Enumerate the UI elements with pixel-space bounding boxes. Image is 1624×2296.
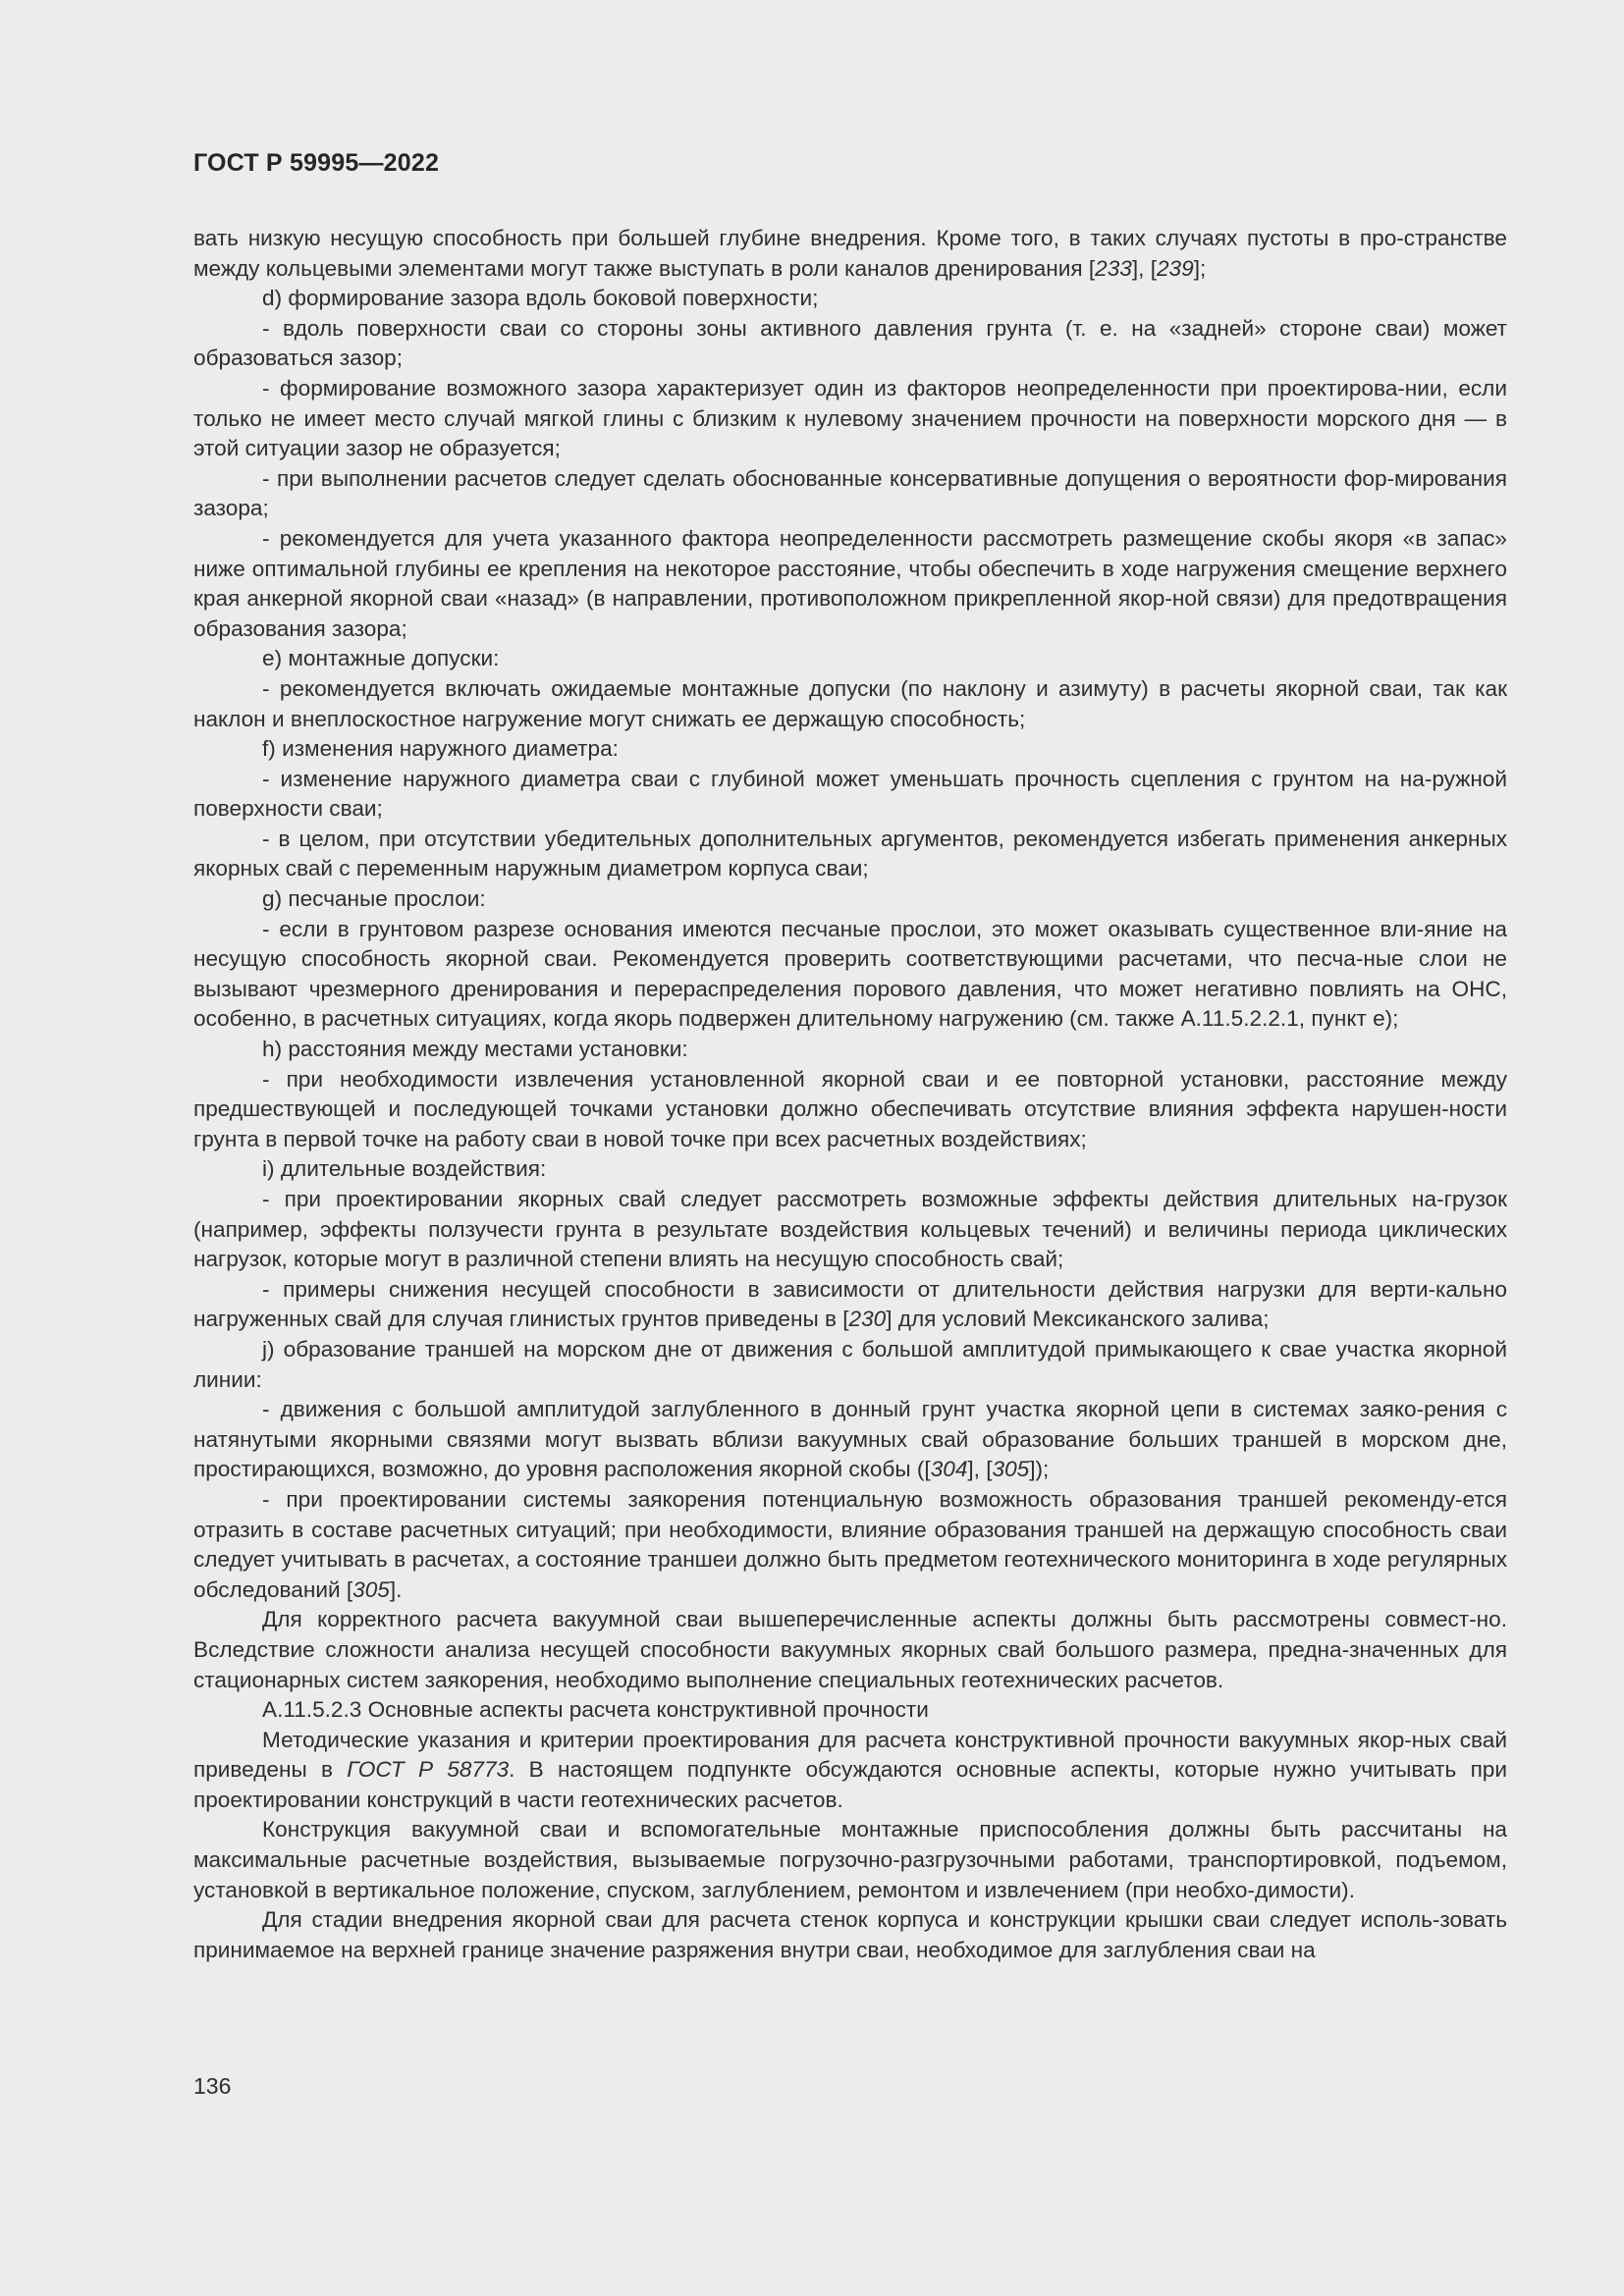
paragraph	[193, 1605, 1507, 1695]
body-text	[193, 224, 1507, 1965]
paragraph-text: e) монтажные допуски:	[262, 646, 500, 671]
paragraph-text: - если в грунтовом разрезе основания имеются песчаные прослои, это может оказывать существенное вли-яние на несущую способность якорной сваи. Рекомендуется проверить соответствующими расчетами, что песча-ные слои не вызывают чрезмерного дренирования и перераспределения порового давления, что может негативно повлиять на ОНС, особенно, в расчетных ситуациях, когда якорь подвержен длительному нагружению (см. также А.11.5.2.2.1, пункт e);	[193, 916, 1507, 1032]
paragraph-text: - при необходимости извлечения установленной якорной сваи и ее повторной установки, расстояние между предшествующей и последующей точками установки должно обеспечивать отсутствие влияния эффекта нарушен-ности грунта в первой точке на работу сваи в новой точке при всех расчетных воздействиях;	[193, 1066, 1507, 1151]
paragraph-text: ] для условий Мексиканского залива;	[886, 1307, 1270, 1332]
paragraph	[193, 674, 1507, 734]
paragraph	[193, 524, 1507, 644]
paragraph	[193, 1695, 1507, 1726]
paragraph-text: Для стадии внедрения якорной сваи для расчета стенок корпуса и конструкции крышки сваи следует исполь-зовать принимаемое на верхней границе значение разряжения внутри сваи, необходимое для заглубления сваи на	[193, 1907, 1507, 1962]
paragraph-text: - рекомендуется включать ожидаемые монтажные допуски (по наклону и азимуту) в расчеты якорной сваи, так как наклон и внеплоскостное нагружение могут снижать ее держащую способность;	[193, 675, 1507, 731]
paragraph	[193, 1154, 1507, 1185]
paragraph-text: Конструкция вакуумной сваи и вспомогательные монтажные приспособления должны быть рассчитаны на максимальные расчетные воздействия, вызываемые погрузочно-разгрузочными работами, транспортировкой, подъемом, установкой в вертикальное положение, спуском, заглублением, ремонтом и извлечением (при необхо-димости).	[193, 1817, 1507, 1902]
paragraph-text: i) длительные воздействия:	[262, 1156, 547, 1182]
paragraph-text: ];	[1193, 255, 1207, 281]
paragraph	[193, 1335, 1507, 1395]
paragraph-text: ].	[389, 1576, 403, 1602]
reference-text: 305	[352, 1576, 390, 1602]
paragraph	[193, 825, 1507, 884]
paragraph-text: - движения с большой амплитудой заглубленного в донный грунт участка якорной цепи в системах заяко-рения с натянутыми якорными связями могут вызвать вблизи вакуумных свай образование больших траншей в морском дне, простирающихся, возможно, до уровня расположения якорной скобы ([	[193, 1397, 1507, 1482]
reference-text: 305	[992, 1457, 1030, 1482]
paragraph	[193, 1726, 1507, 1816]
paragraph-text: d) формирование зазора вдоль боковой поверхности;	[262, 286, 819, 311]
paragraph	[193, 765, 1507, 825]
paragraph-text: - формирование возможного зазора характеризует один из факторов неопределенности при проектирова-нии, если только не имеет место случай мягкой глины с близким к нулевому значением прочности на поверхности морского дня — в этой ситуации зазор не образуется;	[193, 375, 1507, 461]
paragraph-text: ]);	[1029, 1457, 1050, 1482]
reference-text: ГОСТ Р 58773	[347, 1757, 510, 1783]
paragraph-text: - при выполнении расчетов следует сделать обоснованные консервативные допущения о вероятности фор-мирования зазора;	[193, 465, 1507, 521]
paragraph	[193, 644, 1507, 674]
paragraph	[193, 915, 1507, 1035]
paragraph	[193, 1905, 1507, 1965]
paragraph-text: - в целом, при отсутствии убедительных дополнительных аргументов, рекомендуется избегать применения анкерных якорных свай с переменным наружным диаметром корпуса сваи;	[193, 826, 1507, 881]
paragraph-text: . В настоящем подпункте обсуждаются основные аспекты, которые нужно учитывать при проектировании конструкций в части геотехнических расчетов.	[193, 1757, 1507, 1812]
reference-text: 230	[848, 1307, 887, 1332]
document-code-header: ГОСТ Р 59995—2022	[193, 149, 440, 177]
paragraph	[193, 1395, 1507, 1485]
paragraph-text: - рекомендуется для учета указанного фактора неопределенности рассмотреть размещение скобы якоря «в запас» ниже оптимальной глубины ее крепления на некоторое расстояние, чтобы обеспечить в ходе нагружения смещение верхнего края анкерной якорной сваи «назад» (в направлении, противоположном прикрепленной якор-ной связи) для предотвращения образования зазора;	[193, 525, 1507, 641]
paragraph-text: ], [	[1131, 255, 1157, 281]
paragraph	[193, 1275, 1507, 1335]
paragraph-text: ], [	[967, 1457, 993, 1482]
paragraph-text: - при проектировании системы заякорения потенциальную возможность образования траншей рекоменду-ется отразить в составе расчетных ситуаций; при необходимости, влияние образования траншей на держащую способность сваи следует учитывать в расчетах, а состояние траншеи должно быть предметом геотехнического мониторинга в ходе регулярных обследований [	[193, 1486, 1507, 1602]
reference-text: 304	[930, 1457, 968, 1482]
paragraph-text: - примеры снижения несущей способности в зависимости от длительности действия нагрузки для верти-кально нагруженных свай для случая глинистых грунтов приведены в [	[193, 1276, 1507, 1332]
paragraph	[193, 1065, 1507, 1155]
paragraph	[193, 1035, 1507, 1065]
paragraph-text: g) песчаные прослои:	[262, 886, 486, 912]
paragraph	[193, 1185, 1507, 1275]
paragraph	[193, 464, 1507, 524]
paragraph-text: А.11.5.2.3 Основные аспекты расчета конструктивной прочности	[262, 1697, 929, 1723]
paragraph-text: f) изменения наружного диаметра:	[262, 736, 619, 762]
paragraph-text: Для корректного расчета вакуумной сваи вышеперечисленные аспекты должны быть рассмотрены совмест-но. Вследствие сложности анализа несущей способности вакуумных якорных свай большого размера, предна-значенных для стационарных систем заякорения, необходимо выполнение специальных геотехнических расчетов.	[193, 1607, 1507, 1692]
paragraph-text: h) расстояния между местами установки:	[262, 1037, 688, 1062]
reference-text: 233	[1095, 255, 1132, 281]
paragraph	[193, 734, 1507, 765]
paragraph	[193, 284, 1507, 314]
reference-text: 239	[1156, 255, 1194, 281]
paragraph-text: - вдоль поверхности сваи со стороны зоны активного давления грунта (т. е. на «задней» стороне сваи) может образоваться зазор;	[193, 315, 1507, 371]
paragraph	[193, 1815, 1507, 1905]
paragraph-text: - при проектировании якорных свай следует рассмотреть возможные эффекты действия длительных на-грузок (например, эффекты ползучести грунта в результате воздействия кольцевых течений) и величины периода циклических нагрузок, которые могут в различной степени влиять на несущую способность свай;	[193, 1187, 1507, 1272]
page-number: 136	[193, 2073, 232, 2099]
paragraph	[193, 374, 1507, 464]
paragraph-text: вать низкую несущую способность при большей глубине внедрения. Кроме того, в таких случаях пустоты в про-странстве между кольцевыми элементами могут также выступать в роли каналов дренирования [	[193, 226, 1507, 281]
paragraph	[193, 884, 1507, 915]
paragraph	[193, 1485, 1507, 1605]
paragraph-text: - изменение наружного диаметра сваи с глубиной может уменьшать прочность сцепления с грунтом на на-ружной поверхности сваи;	[193, 766, 1507, 822]
paragraph-text: j) образование траншей на морском дне от движения с большой амплитудой примыкающего к свае участка якорной линии:	[193, 1336, 1507, 1392]
paragraph	[193, 314, 1507, 374]
paragraph-text: Методические указания и критерии проектирования для расчета конструктивной прочности вакуумных якор-ных свай приведены в	[193, 1727, 1507, 1783]
paragraph	[193, 224, 1507, 284]
